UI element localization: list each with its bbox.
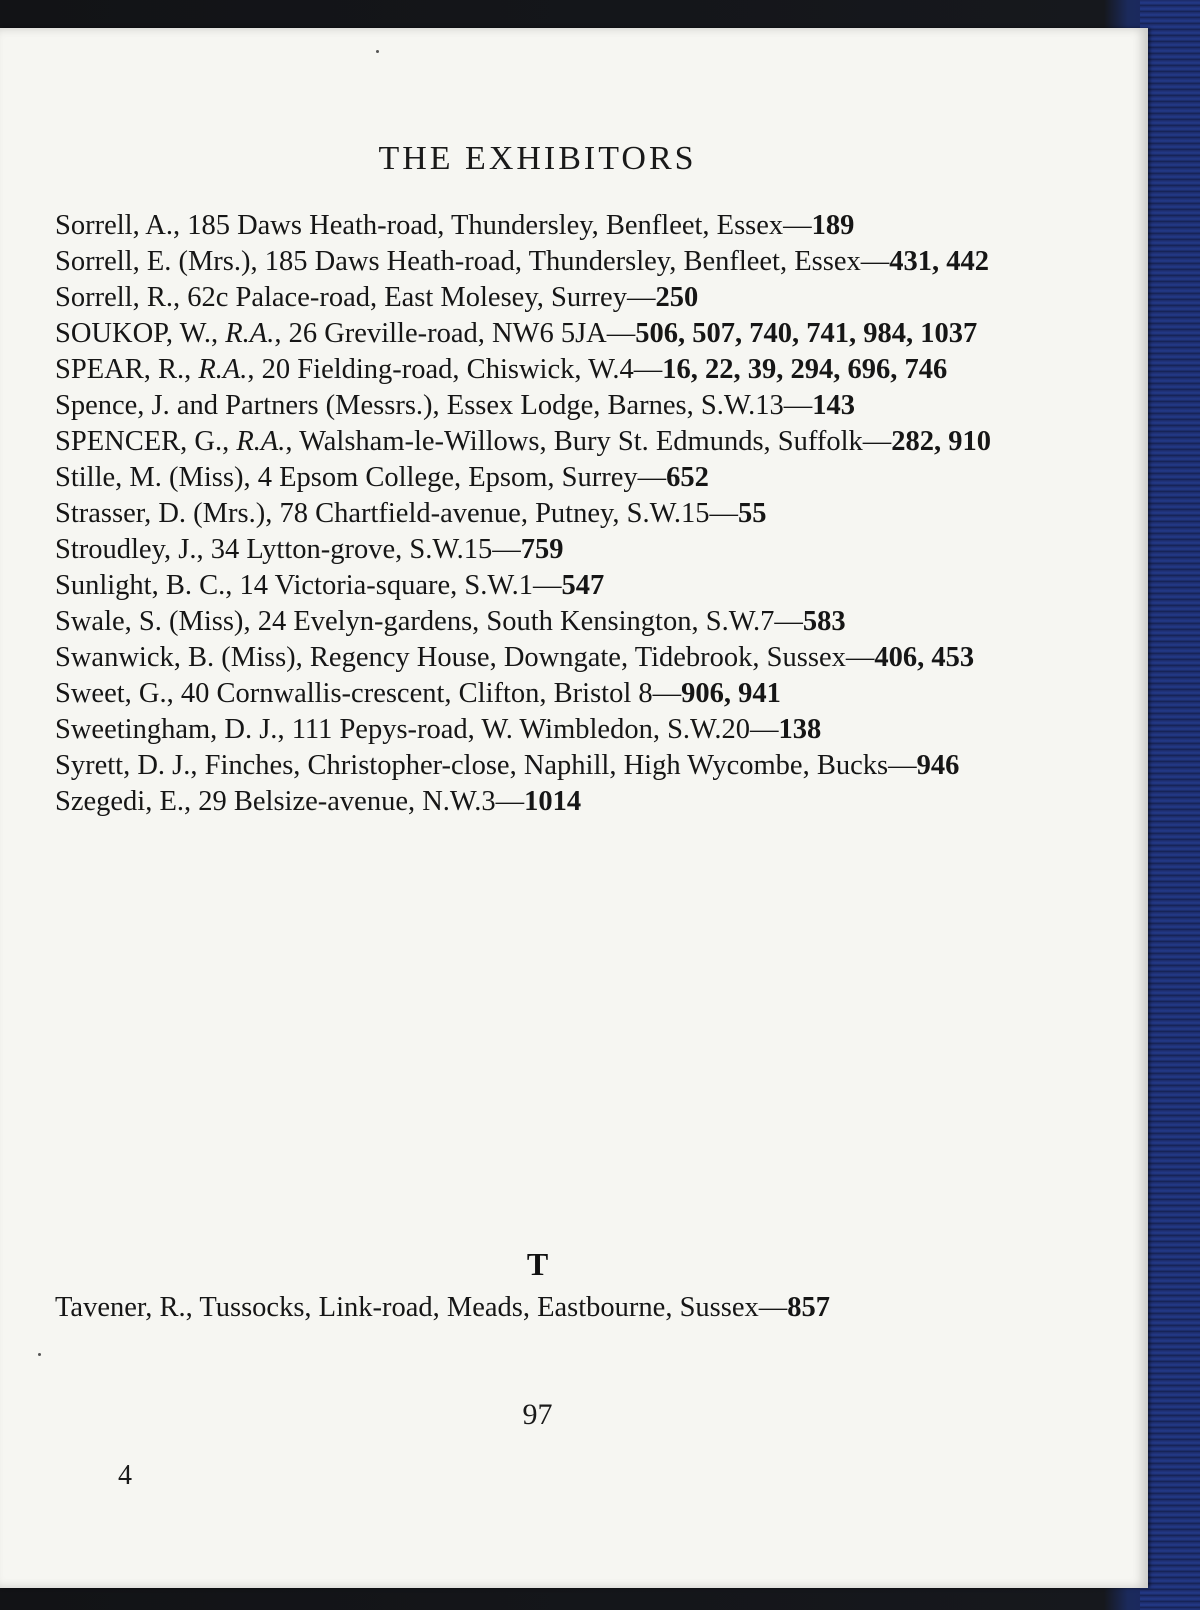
catalogue-numbers: 431, 442 [889, 246, 989, 277]
exhibitor-name: Syrett, D. J. [55, 750, 191, 781]
exhibitor-entry [55, 748, 1015, 784]
exhibitor-entry [55, 640, 1015, 676]
exhibitor-honour: R.A. [198, 354, 248, 385]
catalogue-numbers: 250 [655, 282, 699, 313]
catalogue-numbers: 652 [666, 462, 709, 493]
exhibitor-entry [55, 676, 1015, 712]
exhibitor-name: Stroudley, J. [55, 534, 197, 565]
catalogue-numbers: 138 [778, 714, 822, 745]
exhibitor-entry [55, 568, 1015, 604]
catalogue-numbers: 406, 453 [874, 642, 975, 673]
exhibitor-address: , Walsham-le-Willows, Bury St. Edmunds, Suffolk— [285, 426, 892, 457]
exhibitor-name: SPENCER, G. [55, 426, 223, 457]
exhibitor-entry [55, 496, 1015, 532]
exhibitor-name: Sweetingham, D. J. [55, 714, 278, 745]
catalogue-numbers: 282, 910 [891, 426, 992, 457]
exhibitor-name: Stille, M. (Miss) [55, 462, 244, 493]
catalogue-numbers: 1014 [524, 786, 582, 817]
exhibitor-name: Spence, J. and Partners (Messrs.) [55, 390, 433, 421]
exhibitor-honour: R.A. [225, 318, 275, 349]
catalogue-numbers: 16, 22, 39, 294, 696, 746 [662, 354, 948, 385]
exhibitor-entry [55, 244, 1015, 280]
exhibitor-entry [55, 460, 1015, 496]
exhibitor-address: , 14 Victoria-square, S.W.1— [225, 570, 562, 601]
catalogue-numbers: 55 [738, 498, 767, 529]
exhibitor-name: SOUKOP, W. [55, 318, 212, 349]
exhibitor-address: , 62c Palace-road, East Molesey, Surrey— [172, 282, 656, 313]
exhibitor-name: Sorrell, R. [55, 282, 173, 313]
exhibitor-address: , 185 Daws Heath-road, Thundersley, Benfleet, Essex— [250, 246, 890, 277]
exhibitor-name: Strasser, D. (Mrs.) [55, 498, 266, 529]
exhibitor-list-s [55, 208, 1015, 820]
exhibitor-name: Sunlight, B. C. [55, 570, 226, 601]
exhibitor-entry: SPENCER, G., R.A., Walsham-le-Willows, Bury St. Edmunds, Suffolk—282, 910 [55, 426, 992, 457]
paper-speck [376, 50, 379, 53]
exhibitor-address: , 111 Pepys-road, W. Wimbledon, S.W.20— [277, 714, 779, 745]
paper-speck [38, 1353, 41, 1356]
exhibitor-address: , 29 Belsize-avenue, N.W.3— [184, 786, 525, 817]
section-letter: T [526, 1246, 549, 1282]
catalogue-numbers: 759 [520, 534, 564, 565]
exhibitor-entry [55, 712, 1015, 748]
exhibitor-entry [55, 1290, 1015, 1326]
exhibitor-honour: R.A. [236, 426, 286, 457]
exhibitor-address: , 78 Chartfield-avenue, Putney, S.W.15— [265, 498, 739, 529]
exhibitor-name: Swanwick, B. (Miss) [55, 642, 296, 673]
exhibitor-address: , Regency House, Downgate, Tidebrook, Sussex— [295, 642, 875, 673]
exhibitor-address: , 26 Greville-road, NW6 5JA— [274, 318, 636, 349]
catalogue-numbers: 906, 941 [681, 678, 781, 709]
exhibitor-address: , 34 Lytton-grove, S.W.15— [196, 534, 521, 565]
catalogue-numbers: 583 [802, 606, 846, 637]
exhibitor-name: Sorrell, A. [55, 210, 173, 241]
exhibitor-address: , Finches, Christopher-close, Naphill, High Wycombe, Bucks— [190, 750, 917, 781]
catalogue-numbers: 506, 507, 740, 741, 984, 1037 [635, 318, 978, 349]
signature-mark: 4 [118, 1460, 132, 1491]
exhibitor-name: Tavener, R. [55, 1292, 186, 1323]
page-title: THE EXHIBITORS [378, 140, 697, 177]
exhibitor-name: Swale, S. (Miss) [55, 606, 244, 637]
catalogue-numbers: 857 [787, 1292, 831, 1323]
catalogue-numbers: 946 [916, 750, 960, 781]
exhibitor-entry [55, 208, 1015, 244]
exhibitor-address: , 24 Evelyn-gardens, South Kensington, S.W.7— [243, 606, 803, 637]
exhibitor-address: , 4 Epsom College, Epsom, Surrey— [243, 462, 667, 493]
book-cover-edge [1140, 0, 1200, 1610]
exhibitor-entry: SOUKOP, W., R.A., 26 Greville-road, NW6 5JA—506, 507, 740, 741, 984, 1037 [55, 318, 978, 349]
exhibitor-address: , 20 Fielding-road, Chiswick, W.4— [247, 354, 663, 385]
page-number: 97 [522, 1398, 553, 1431]
exhibitor-name: SPEAR, R. [55, 354, 185, 385]
exhibitor-address: , 185 Daws Heath-road, Thundersley, Benfleet, Essex— [172, 210, 812, 241]
exhibitor-name: Sorrell, E. (Mrs.) [55, 246, 251, 277]
exhibitor-entry: SPEAR, R., R.A., 20 Fielding-road, Chiswick, W.4—16, 22, 39, 294, 696, 746 [55, 354, 948, 385]
exhibitor-name: Sweet, G. [55, 678, 167, 709]
exhibitor-address: , 40 Cornwallis-crescent, Clifton, Bristol 8— [166, 678, 682, 709]
exhibitor-address: , Tussocks, Link-road, Meads, Eastbourne, Sussex— [185, 1292, 788, 1323]
exhibitor-entry [55, 388, 1015, 424]
exhibitor-entry [55, 280, 1015, 316]
exhibitor-address: , Essex Lodge, Barnes, S.W.13— [432, 390, 813, 421]
exhibitor-entry [55, 532, 1015, 568]
catalogue-numbers: 547 [561, 570, 605, 601]
catalogue-numbers: 143 [812, 390, 855, 421]
exhibitor-entry [55, 604, 1015, 640]
exhibitor-list-t [55, 1290, 1015, 1326]
catalogue-numbers: 189 [811, 210, 855, 241]
page-sheet [0, 28, 1148, 1588]
exhibitor-entry [55, 784, 1015, 820]
exhibitor-name: Szegedi, E. [55, 786, 185, 817]
